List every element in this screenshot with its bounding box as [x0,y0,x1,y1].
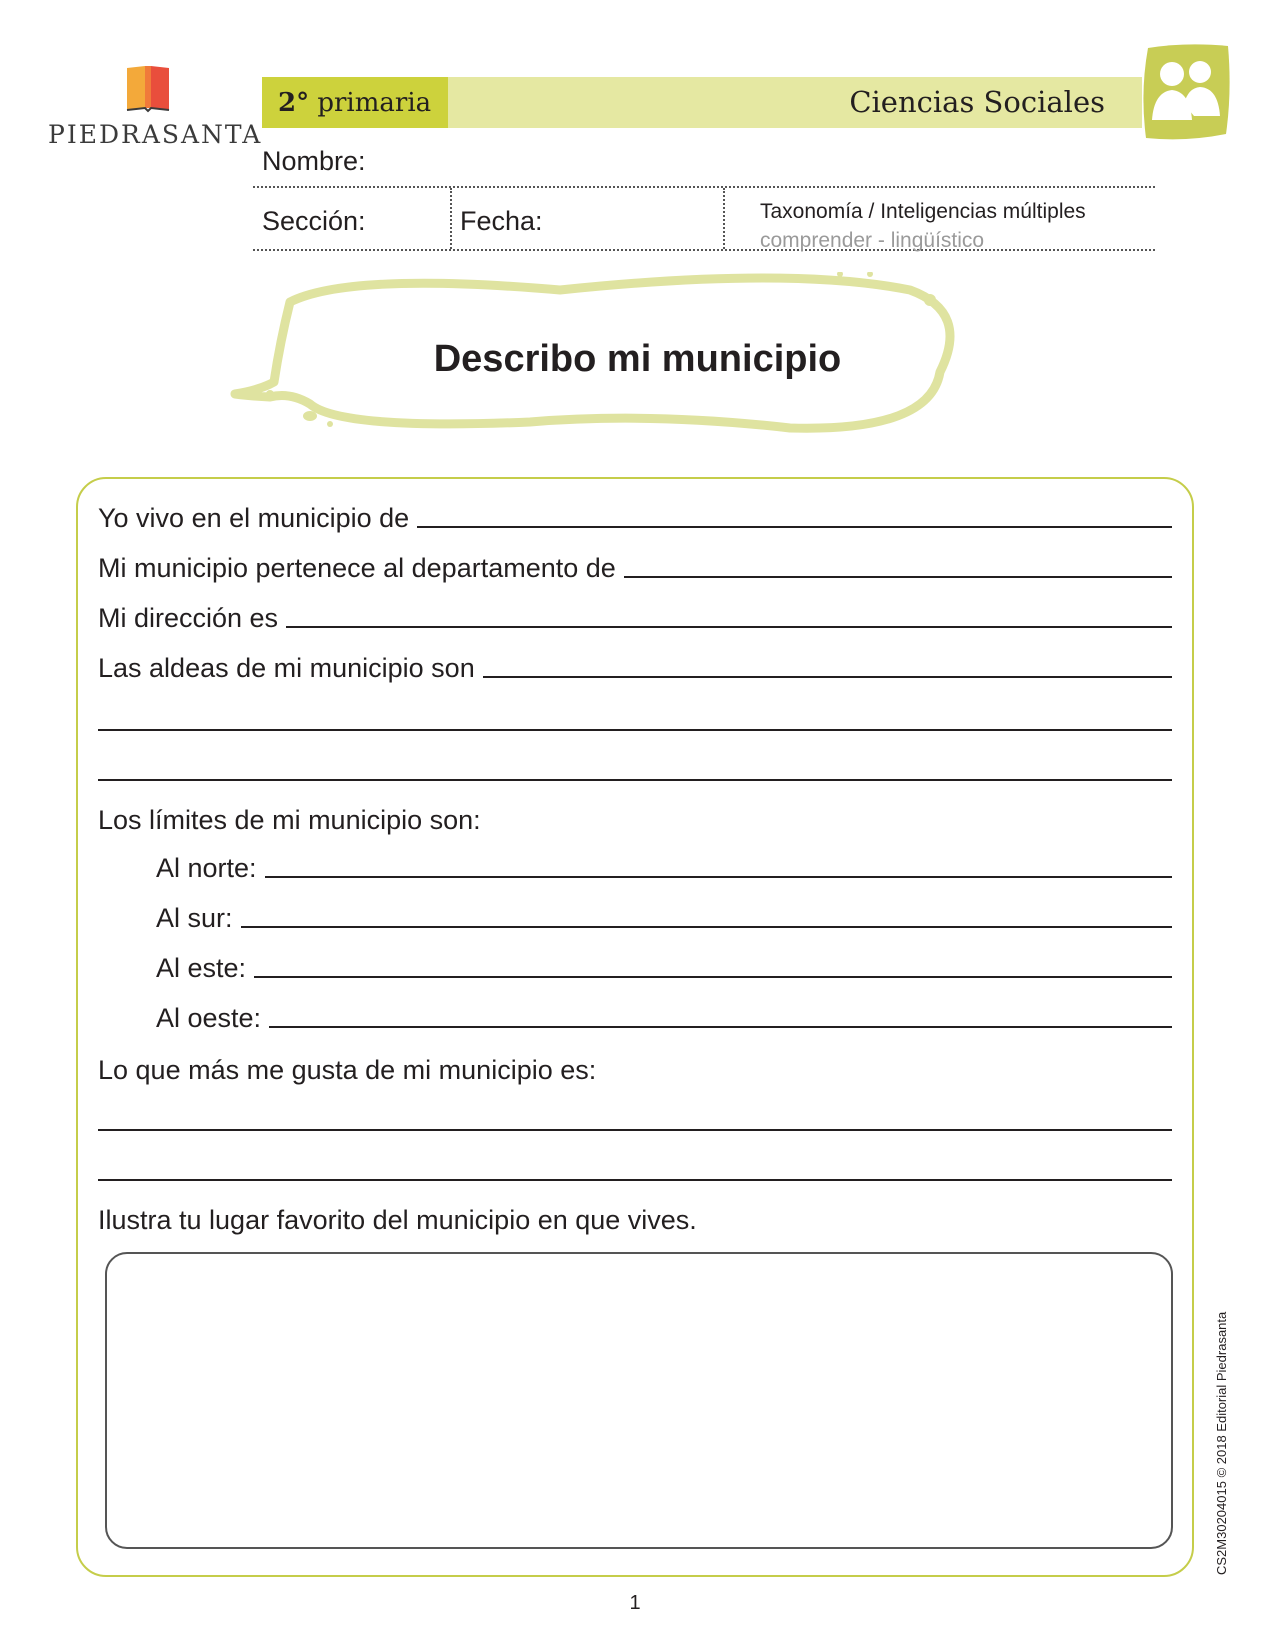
limit-row-este [156,948,1172,984]
limit-answer-line[interactable] [265,876,1172,878]
drawing-area[interactable] [105,1252,1173,1549]
limits-heading: Los límites de mi municipio son: [98,805,481,835]
aldeas-extra-line[interactable] [98,729,1172,731]
limit-answer-line[interactable] [269,1026,1172,1028]
direccion-label: Mi dirección es [98,603,279,633]
limit-label: Al sur: [156,903,233,933]
favorite-question: Lo que más me gusta de mi municipio es: [98,1055,597,1085]
grade-label: primaria [317,87,432,118]
departamento-row [98,548,1172,584]
page-number: 1 [629,1592,641,1614]
grade-badge [262,77,448,128]
favorite-answer-line[interactable] [98,1179,1172,1181]
divider [450,188,452,249]
limit-label: Al oeste: [156,1003,262,1033]
page-title: Describo mi municipio [433,338,842,380]
grade-number: 2° [278,87,310,118]
municipio-label: Yo vivo en el municipio de [98,503,410,533]
people-group-icon [1138,42,1234,146]
section-label: Sección: [262,206,366,236]
limit-row-sur [156,898,1172,934]
divider [253,249,1155,251]
illustrate-prompt: Ilustra tu lugar favorito del municipio en que vives. [98,1205,697,1235]
limit-row-oeste [156,998,1172,1034]
divider [723,188,725,249]
aldeas-label: Las aldeas de mi municipio son [98,653,475,683]
departamento-label: Mi municipio pertenece al departamento de [98,553,616,583]
aldeas-extra-line[interactable] [98,779,1172,781]
limit-answer-line[interactable] [254,976,1172,978]
subject-title: Ciencias Sociales [849,85,1105,119]
taxonomy-label: Taxonomía / Inteligencias múltiples [760,200,1086,223]
direccion-row [98,598,1172,634]
divider [253,186,1155,188]
limit-label: Al norte: [156,853,257,883]
limit-label: Al este: [156,953,247,983]
publisher-logo [48,64,263,154]
taxonomy-value: comprender - lingüístico [760,229,985,252]
direccion-answer-line[interactable] [286,626,1172,628]
limit-answer-line[interactable] [241,926,1172,928]
municipio-row [98,498,1172,534]
book-logo-icon [123,64,173,114]
publisher-name: PIEDRASANTA [48,120,263,149]
product-code: CS2M30204015 © 2018 Editorial Piedrasanta [1214,1311,1229,1575]
limit-row-norte [156,848,1172,884]
aldeas-row [98,648,1172,684]
municipio-answer-line[interactable] [417,526,1172,528]
date-label: Fecha: [460,206,543,236]
name-label: Nombre: [262,146,366,176]
aldeas-answer-line[interactable] [483,676,1172,678]
favorite-answer-line[interactable] [98,1129,1172,1131]
departamento-answer-line[interactable] [624,576,1172,578]
